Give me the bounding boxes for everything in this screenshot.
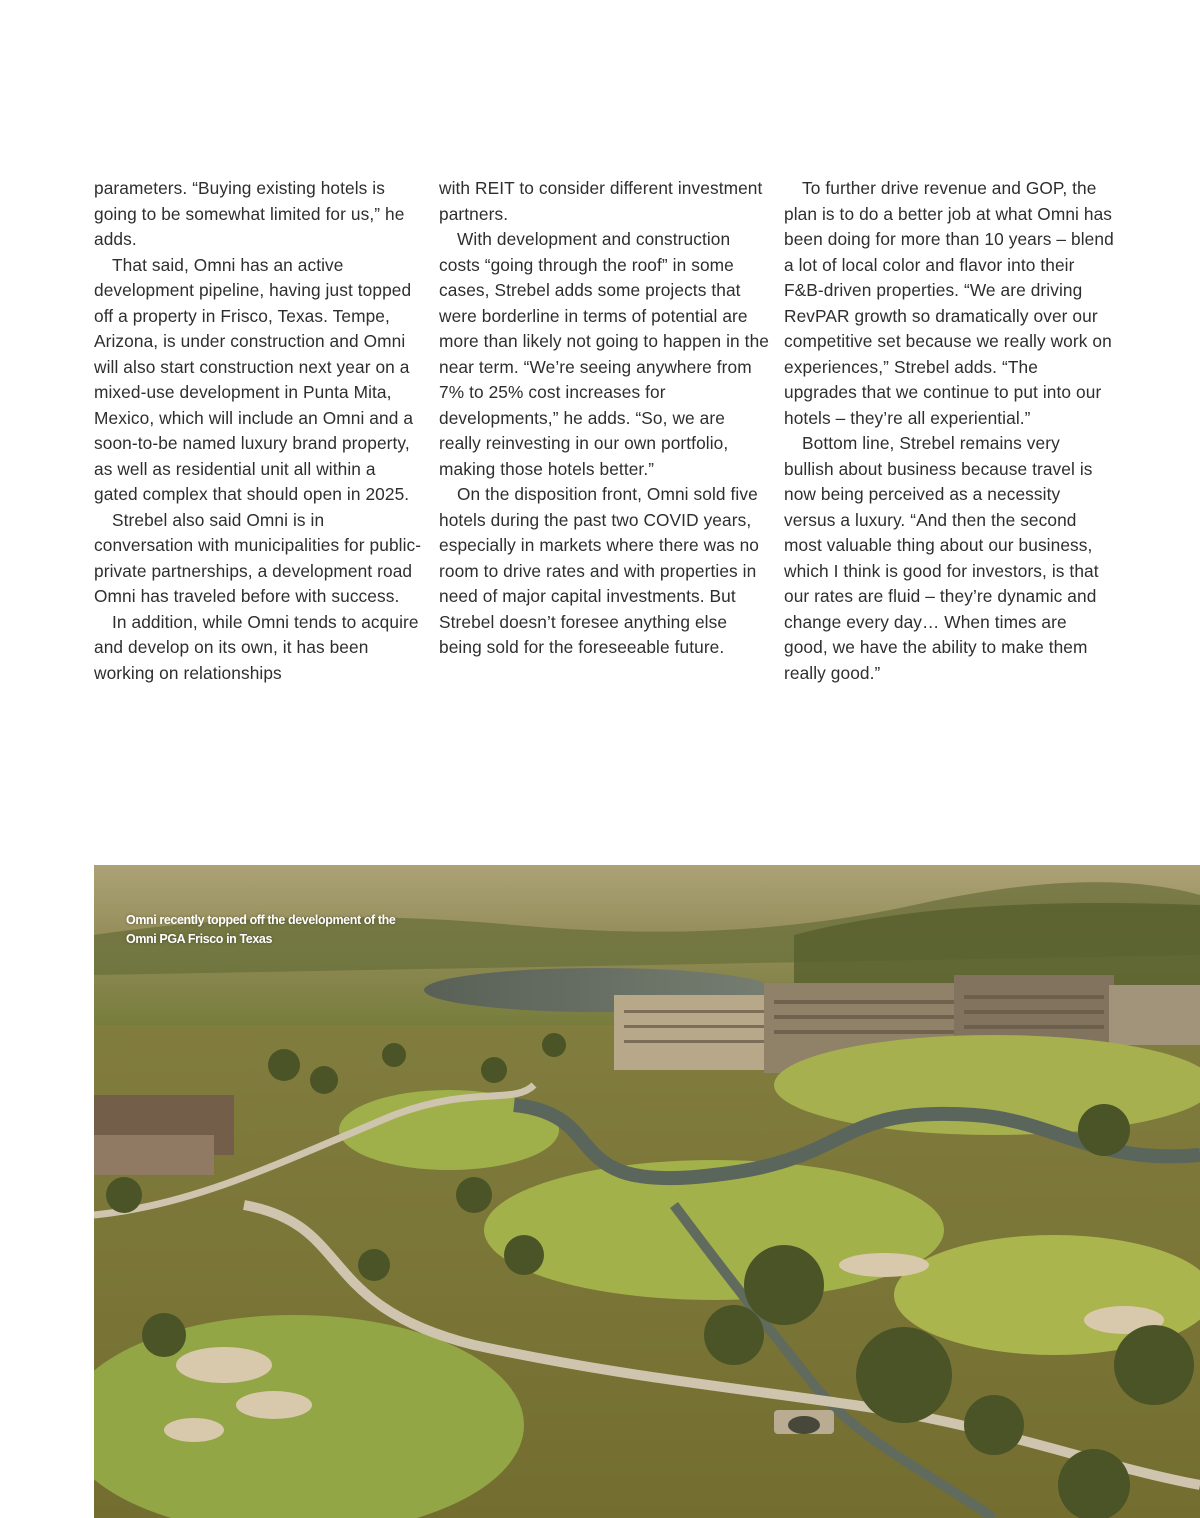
paragraph: Strebel also said Omni is in conversation with municipalities for public-private partnerships, a development road Omni has traveled before with success. (94, 509, 422, 606)
photo-caption: Omni recently topped off the development of the Omni PGA Frisco in Texas (126, 913, 396, 946)
paragraph: With development and construction costs “going through the roof” in some cases, Strebel adds some projects that were borderline in terms of potential are more than likely not going to happen in the near term. “We’re seeing anywhere from 7% to 25% cost increases for developments,” he adds. “So, we are really reinvesting in our own portfolio, making those hotels better.” (439, 229, 769, 479)
article-body (94, 176, 1124, 776)
paragraph: Bottom line, Strebel remains very bullish about business because travel is now being perceived as a necessity versus a luxury. “And then the second most valuable thing about our business, which I think is good for investors, is that our rates are fluid – they’re dynamic and change every day… When times are good, we have the ability to make them really good.” (784, 433, 1099, 683)
aerial-illustration (94, 865, 1200, 1518)
paragraph: On the disposition front, Omni sold five hotels during the past two COVID years, especially in markets where there was no room to drive rates and with properties in need of major capital investments. But Strebel doesn’t foresee anything else being sold for the foreseeable future. (439, 484, 760, 657)
text-column-3 (784, 176, 1114, 686)
text-column-1 (94, 176, 424, 686)
paragraph: with REIT to consider different investment partners. (439, 178, 763, 224)
paragraph: That said, Omni has an active development pipeline, having just topped off a property in Frisco, Texas. Tempe, Arizona, is under construction and Omni will also start construction next year on a mixed-use development in Punta Mita, Mexico, which will include an Omni and a soon-to-be named luxury brand property, as well as residential unit all within a gated complex that should open in 2025. (94, 254, 414, 504)
paragraph: In addition, while Omni tends to acquire and develop on its own, it has been working on relationships (94, 611, 419, 683)
resort-aerial-photo (94, 865, 1200, 1518)
text-column-2 (439, 176, 769, 661)
paragraph: parameters. “Buying existing hotels is going to be somewhat limited for us,” he adds. (94, 178, 405, 249)
paragraph: To further drive revenue and GOP, the plan is to do a better job at what Omni has been doing for more than 10 years – blend a lot of local color and flavor into their F&B-driven properties. “We are driving RevPAR growth so dramatically over our competitive set because we really work on experiences,” Strebel adds. “The upgrades that we continue to put into our hotels – they’re all experiential.” (784, 178, 1114, 428)
